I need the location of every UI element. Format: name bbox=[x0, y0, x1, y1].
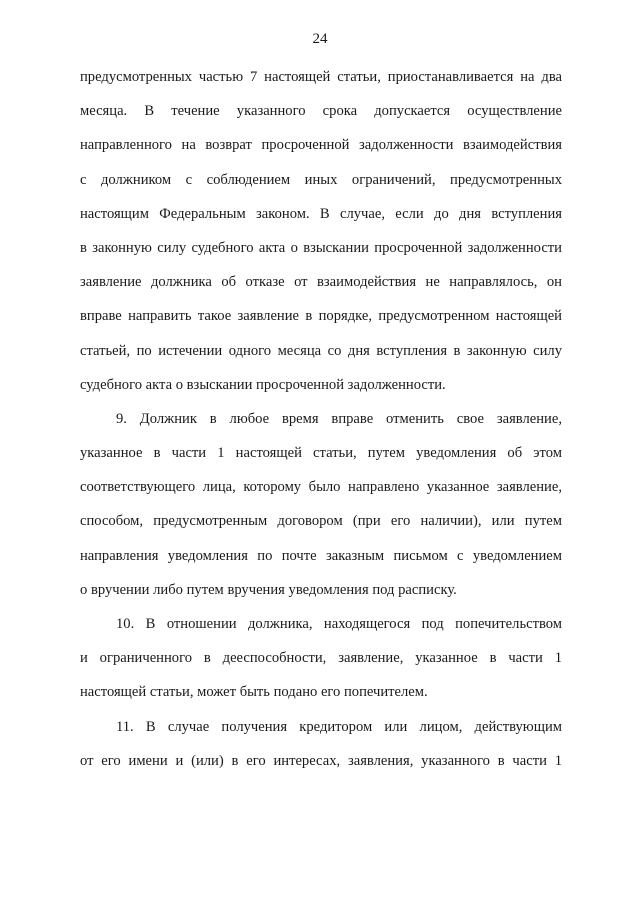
page-number: 24 bbox=[312, 31, 328, 47]
text-line: вправе направить такое заявление в порядке, предусмотренном настоящей bbox=[80, 308, 562, 325]
text-line: настоящей статьи, может быть подано его попечителем. bbox=[80, 684, 428, 701]
text-line: предусмотренных частью 7 настоящей статьи, приостанавливается на два bbox=[80, 69, 562, 85]
text-line: направления уведомления по почте заказным письмом с уведомлением bbox=[80, 547, 562, 564]
text-line: статьей, по истечении одного месяца со дня вступления в законную силу bbox=[80, 342, 562, 359]
paragraph-11 bbox=[80, 710, 562, 778]
text-line: от его имени и (или) в его интересах, заявления, указанного в части 1 bbox=[80, 752, 562, 769]
body-text bbox=[80, 60, 562, 778]
text-line: о вручении либо путем вручения уведомления под расписку. bbox=[80, 581, 457, 598]
text-line: настоящим Федеральным законом. В случае, если до дня вступления bbox=[80, 205, 562, 222]
text-line: в законную силу судебного акта о взыскании просроченной задолженности bbox=[80, 239, 562, 256]
text-line: судебного акта о взыскании просроченной задолженности. bbox=[80, 376, 446, 393]
text-line: с должником с соблюдением иных ограничений, предусмотренных bbox=[80, 171, 562, 188]
text-line: и ограниченного в дееспособности, заявление, указанное в части 1 bbox=[80, 650, 562, 667]
text-line: 10. В отношении должника, находящегося под попечительством bbox=[116, 616, 562, 632]
text-line: заявление должника об отказе от взаимодействия не направлялось, он bbox=[80, 274, 562, 291]
text-line: направленного на возврат просроченной задолженности взаимодействия bbox=[80, 137, 562, 154]
paragraph-9 bbox=[80, 402, 562, 607]
text-line: месяца. В течение указанного срока допускается осуществление bbox=[80, 103, 562, 120]
text-line: указанное в части 1 настоящей статьи, путем уведомления об этом bbox=[80, 445, 562, 462]
text-line: 11. В случае получения кредитором или лицом, действующим bbox=[116, 718, 562, 735]
paragraph-10 bbox=[80, 607, 562, 710]
paragraph-continuation bbox=[80, 60, 562, 402]
text-line: 9. Должник в любое время вправе отменить свое заявление, bbox=[116, 410, 562, 427]
text-line: соответствующего лица, которому было направлено указанное заявление, bbox=[80, 479, 562, 496]
text-line: способом, предусмотренным договором (при его наличии), или путем bbox=[80, 513, 562, 530]
